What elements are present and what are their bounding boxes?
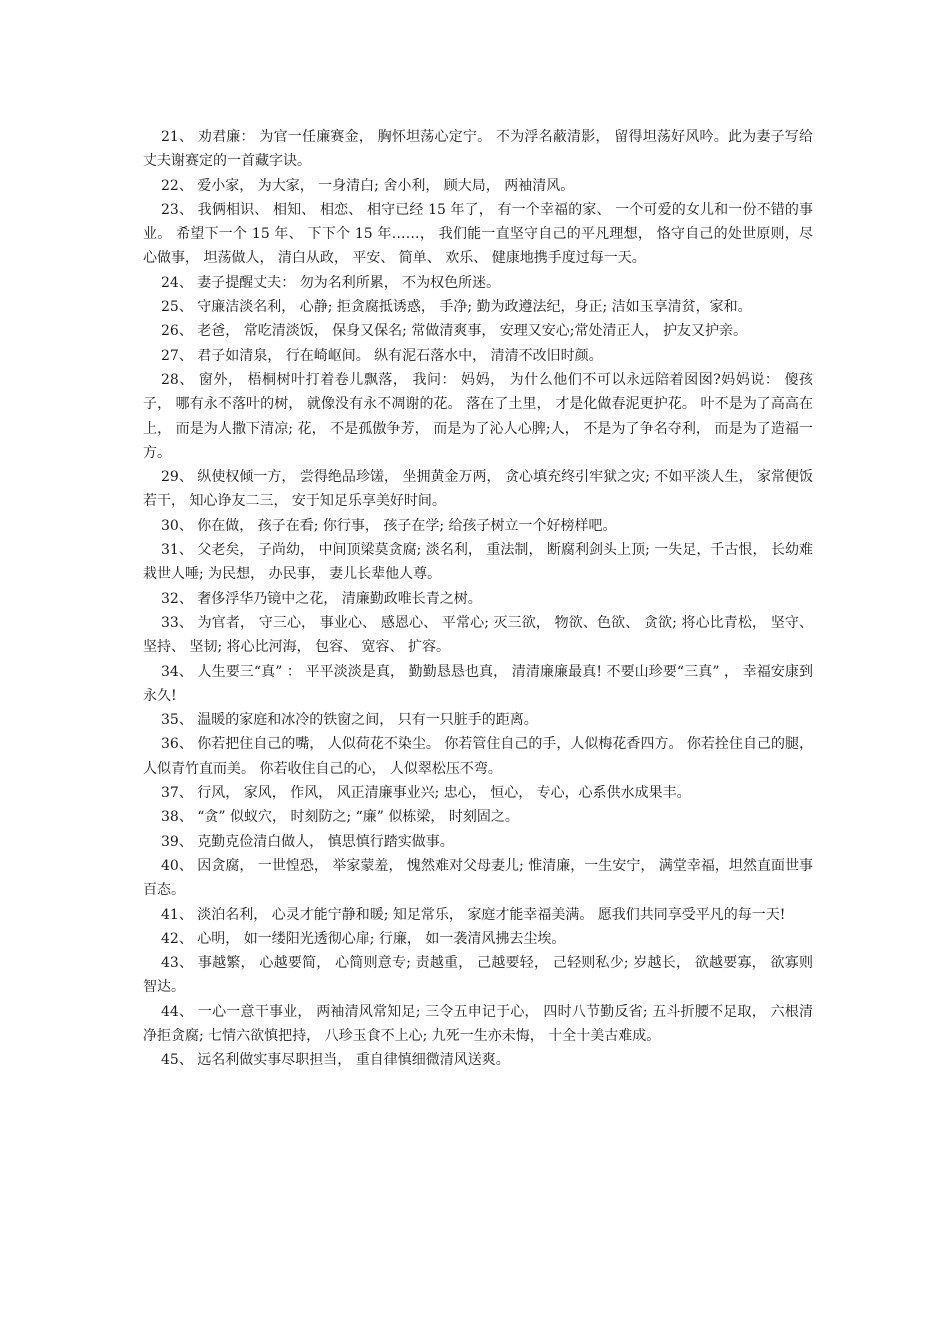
list-item-38: 38、 “贪” 似蚁穴， 时刻防之; “廉” 似栋梁， 时刻固之。 (161, 809, 519, 826)
list-item-32: 32、 奢侈浮华乃镜中之花， 清廉勤政唯长青之树。 (161, 590, 482, 607)
list-item-29: 29、 纵使权倾一方， 尝得绝品珍馐， 坐拥黄金万两， 贪心填充终引牢狱之灾; 不如平淡人生， 家常便饭若干， 知心诤友二三， 安于知足乐享美好时间。 (143, 469, 813, 510)
list-item-34: 34、 人生要三“真” ： 平平淡淡是真， 勤勤恳恳也真， 清清廉廉最真! 不要山珍要“三真” ， 幸福安康到永久! (143, 663, 813, 704)
list-item-35: 35、 温暖的家庭和冰冷的铁窗之间， 只有一只脏手的距离。 (161, 712, 538, 729)
list-item-30: 30、 你在做， 孩子在看; 你行事， 孩子在学; 给孩子树立一个好榜样吧。 (161, 517, 617, 534)
list-item-24: 24、 妻子提醒丈夫： 勿为名利所累， 不为权色所迷。 (161, 274, 501, 291)
list-item-44: 44、 一心一意干事业， 两袖清风常知足; 三令五申记于心， 四时八节勤反省; 五斗折腰不足取， 六根清净拒贪腐; 七情六欲慎把持， 八珍玉食不上心; 九死一生亦未悔， 十全十美古难成。 (143, 1003, 813, 1044)
list-item-31: 31、 父老矣， 子尚幼， 中间顶梁莫贪腐; 淡名利， 重法制， 断腐利剑头上顶; 一失足，千古恨， 长幼难栽世人唾; 为民想， 办民事， 妻儿长辈他人尊。 (143, 542, 813, 583)
list-item-43: 43、 事越繁， 心越要简， 心简则意专; 责越重， 己越要轻， 己轻则私少; 岁越长， 欲越要寡， 欲寡则智达。 (143, 955, 813, 996)
list-item-28: 28、 窗外， 梧桐树叶打着卷儿飘落， 我问： 妈妈， 为什么他们不可以永远陪着囡囡?妈妈说： 傻孩子， 哪有永不落叶的树， 就像没有永不凋谢的花。 落在了土里， 才是化做春泥更护花。 叶不是为了高高在上， 而是为人撒下清凉; 花， 不是孤傲争芳， 而是为了沁人心脾;人， 不是为了争名夺利， 而是为了造福一方。 (143, 371, 813, 461)
list-item-26: 26、 老爸， 常吃清淡饭， 保身又保名; 常做清爽事， 安理又安心;常处清正人， 护友又护亲。 (161, 323, 747, 340)
list-item-27: 27、 君子如清泉， 行在崎岖间。 纵有泥石落水中， 清清不改旧时颜。 (161, 347, 603, 364)
document-body (143, 125, 813, 1073)
list-item-25: 25、 守廉洁淡名利， 心静; 拒贪腐抵诱惑， 手净; 勤为政遵法纪，身正; 洁如玉享清贫，家和。 (161, 299, 752, 316)
list-item-37: 37、 行风， 家风， 作风， 风正清廉事业兴; 忠心， 恒心， 专心，心系供水成果丰。 (161, 785, 691, 802)
list-item-40: 40、 因贪腐， 一世惶恐， 举家蒙羞， 愧然难对父母妻儿; 惟清廉，一生安宁， 满堂幸福，坦然直面世事百态。 (143, 857, 813, 899)
list-item-23: 23、 我俩相识、 相知、 相恋、 相守已经 15 年了， 有一个幸福的家、 一个可爱的女儿和一份不错的事业。 希望下一个 15 年、 下下个 15 年……， 我们能一直坚守自己的平凡理想， 恪守自己的处世原则，尽心做事， 坦荡做人， 清白从政， 平安、 简单、 欢乐、 健康地携手度过每一天。 (143, 201, 813, 267)
list-item-33: 33、 为官者， 守三心， 事业心、 感恩心、 平常心; 灭三欲， 物欲、色欲、 贪欲; 将心比青松， 坚守、 坚持、 坚韧; 将心比河海， 包容、 宽容、 扩容。 (143, 614, 813, 656)
list-item-45: 45、 远名利做实事尽职担当， 重自律慎细微清风送爽。 (161, 1052, 510, 1069)
list-item-42: 42、 心明， 如一缕阳光透彻心扉; 行廉， 如一袭清风拂去尘埃。 (161, 930, 566, 947)
list-item-36: 36、 你若把住自己的嘴， 人似荷花不染尘。 你若管住自己的手，人似梅花香四方。 你若拴住自己的腿， 人似青竹直而美。 你若收住自己的心， 人似翠松压不弯。 (143, 736, 813, 777)
list-item-21: 21、 劝君廉： 为官一任廉赛金， 胸怀坦荡心定宁。 不为浮名蔽清影， 留得坦荡好风吟。此为妻子写给丈夫谢赛定的一首藏字诀。 (143, 129, 813, 170)
list-item-41: 41、 淡泊名利， 心灵才能宁静和暖; 知足常乐， 家庭才能幸福美满。 愿我们共同享受平凡的每一天! (161, 906, 786, 923)
list-item-39: 39、 克勤克俭清白做人， 慎思慎行踏实做事。 (161, 833, 454, 850)
list-item-22: 22、 爱小家， 为大家， 一身清白; 舍小利， 顾大局， 两袖清风。 (161, 177, 575, 194)
